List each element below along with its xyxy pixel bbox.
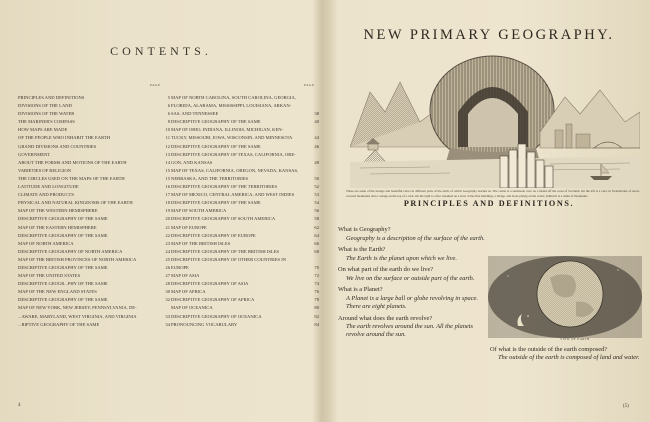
toc-entry-title: LATITUDE AND LONGITUDE [18,184,79,190]
toc-entry [171,126,319,134]
toc-entry-page: 12 [165,143,170,149]
toc-entry-title: SAS, AND TENNESSEE [171,111,219,117]
toc-entry-page: 19 [165,208,170,214]
toc-entry [18,199,170,207]
toc-entry-title: DESCRIPTIVE GEOGRAPHY OF SOUTH AMERICA [171,216,276,222]
toc-entry-page: 74 [314,281,319,287]
toc-entry [171,264,319,272]
toc-entry-page: 52 [314,184,319,190]
toc-entry [18,159,170,167]
toc-entry-page: 64 [314,232,319,238]
question: What is the Earth? [338,246,386,254]
toc-entry-title: MAP OF TEXAS, CALIFORNIA, OREGON, NEVADA, KANSAS, [171,167,299,173]
toc-entry-page: 24 [165,248,170,254]
toc-entry-title: MAP OF NORTH AMERICA [18,240,74,246]
toc-entry-title: MAP OF EUROPE [171,224,207,230]
toc-entry-title: MAP OF NEW YORK, NEW JERSEY, PENNSYLVANIA, DE- [18,305,137,311]
toc-entry-title: GON, AND KANSAS [171,159,213,165]
toc-entry-page: 6 [167,103,170,109]
toc-entry-page: 22 [165,232,170,238]
toc-entry [18,313,170,321]
toc-entry-title: PRINCIPLES AND DEFINITIONS [18,95,85,100]
toc-entry-title: MAP OF SOUTH AMERICA [171,208,227,214]
toc-entry [18,215,170,223]
toc-entry-page: 53 [314,192,319,198]
toc-entry [171,151,319,159]
globe-illustration [488,256,642,338]
question: Of what is the outside of the earth composed? [490,346,608,353]
toc-entry-page: 26 [165,264,170,270]
toc-entry [18,183,170,191]
toc-entry-page: 14 [165,159,170,165]
toc-entry [18,143,170,151]
toc-column-left [18,94,170,329]
toc-entry-title: DESCRIPTIVE GEOGRAPHY OF THE SAME [18,264,108,270]
toc-entry-page: 21 [165,224,170,230]
qa-continuation [490,346,640,363]
toc-entry-page: 44 [314,135,319,141]
toc-entry-title: DESCRIPTIVE GEOGRAPHY OF THE SAME [18,216,108,222]
toc-entry-page: 28 [165,281,170,287]
contents-title: CONTENTS. [110,44,212,58]
toc-entry-page: 5 [167,95,170,100]
toc-entry-title: DESCRIPTIVE GEOGRAPHY OF THE SAME [18,232,108,238]
toc-entry-title: HOW MAPS ARE MADE [18,127,68,133]
toc-entry-title: EUROPE [171,264,189,270]
toc-entry-title: DESCRIPTIVE GEOGRAPHY OF ASIA [171,281,249,287]
toc-entry-title: DESCRIPTIVE GEOGRAPHY OF NORTH AMERICA [18,248,123,254]
toc-entry [18,256,170,264]
toc-entry [171,167,319,175]
toc-entry-title: MAP OF MEXICO, CENTRAL AMERICA, AND WEST INDIES [171,192,295,198]
toc-entry-page: 40 [314,119,319,125]
toc-entry [171,102,319,110]
scenic-engraving [350,52,640,188]
right-page-number: (5) [623,404,629,409]
toc-entry [171,159,319,167]
toc-entry [18,151,170,159]
toc-entry-page: 23 [165,240,170,246]
toc-entry-page: 38 [314,111,319,117]
toc-entry [18,248,170,256]
toc-entry-page: 11 [165,135,170,141]
toc-entry [171,256,319,264]
toc-entry [18,207,170,215]
toc-entry-title: ...RIPTIVE GEOGRAPHY OF THE SAME [18,321,100,327]
toc-entry [171,191,319,199]
answer: We live on the surface or outside part of the earth. [346,274,475,282]
toc-entry [171,183,319,191]
answer: The outside of the earth is composed of land and water. [498,354,640,362]
toc-entry [18,321,170,329]
toc-entry [18,110,170,118]
toc-entry-title: DIVISIONS OF THE WATER [18,111,75,117]
toc-entry-title: GRAND DIVISIONS AND COUNTRIES [18,143,97,149]
toc-entry-page: 13 [165,151,170,157]
toc-entry-title: DESCRIPTIVE GEOGRAPHY OF THE SAME [171,119,261,125]
toc-entry-page: 50 [314,175,319,181]
toc-entry [18,304,170,312]
toc-entry [18,167,170,175]
toc-entry-title: VARIETIES OF RELIGION [18,167,71,173]
qa-column [338,223,486,340]
toc-entry-title: MAP OF AFRICA [171,289,206,295]
toc-entry-title: MAP OF OCEANICA [171,305,213,311]
toc-entry [18,232,170,240]
toc-entry-page: 30 [165,289,170,295]
toc-entry-title: DESCRIPTIVE GEOGRAPHY OF OCEANICA [171,313,262,319]
toc-entry-title: MAP OF OHIO, INDIANA, ILLINOIS, MICHIGAN, KEN- [171,127,284,133]
toc-entry [171,175,319,183]
toc-entry [171,199,319,207]
toc-column-right [171,94,319,329]
toc-entry [18,288,170,296]
toc-entry-page: 62 [314,224,319,230]
toc-entry-title: DIVISIONS OF THE LAND [18,103,72,109]
toc-entry-title: DESCRIPTIVE GEOGRAPHY OF THE BRITISH ISLES [171,248,280,254]
toc-entry-title: DESCRIPTIVE GEOGRAPHY OF THE SAME [18,297,108,303]
toc-entry-page: 78 [314,297,319,303]
book-title: NEW PRIMARY GEOGRAPHY. [363,27,615,43]
right-page [328,0,650,422]
toc-entry-page: 70 [314,264,319,270]
toc-entry-page: 48 [314,159,319,165]
toc-entry-page: 15 [165,167,170,173]
toc-entry-page: 72 [314,273,319,279]
toc-entry [171,224,319,232]
toc-entry [18,224,170,232]
toc-entry-title: ...AWARE, MARYLAND, WEST VIRGINIA, AND VIRGINIA [18,313,137,319]
toc-entry-title: OF THE PEOPLE WHO INHABIT THE EARTH [18,135,111,141]
section-title: PRINCIPLES AND DEFINITIONS. [403,199,575,208]
question: What is Geography? [338,226,391,234]
toc-entry [18,134,170,142]
toc-entry-page: 33 [165,313,170,319]
toc-entry-page: 66 [314,240,319,246]
page-column-header-right: PAGE [304,83,315,87]
toc-entry [18,272,170,280]
left-page-number: 4 [18,403,21,408]
toc-entry-title: ABOUT THE FORMS AND MOTIONS OF THE EARTH [18,159,127,165]
toc-entry [171,215,319,223]
toc-entry-page: 16 [165,184,170,190]
toc-entry [171,143,319,151]
toc-entry [18,240,170,248]
toc-entry [18,264,170,272]
toc-entry-title: DESCRIPTIVE GEOGRAPHY OF THE SAME [171,143,261,149]
toc-entry-page: 56 [314,208,319,214]
toc-entry-page: 32 [165,297,170,303]
toc-entry-title: DESCRIPTIVE GEOGRAPHY OF THE TERRITORIES [171,184,278,190]
question: Around what does the earth revolve? [338,314,433,322]
toc-entry-page: 27 [165,273,170,279]
toc-entry-title: DESCRIPTIVE GEOGRAPHY OF EUROPE [171,232,256,238]
toc-entry-page: 34 [165,321,170,327]
toc-entry-title: FLORIDA, ALABAMA, MISSISSIPPI, LOUISIANA, ARKAN- [171,103,292,109]
toc-entry-title: NEBRASKA, AND THE TERRITORIES [171,175,249,181]
question: What is a Planet? [338,286,383,294]
question: On what part of the earth do we live? [338,266,434,274]
toc-entry-page: 18 [165,200,170,206]
toc-entry [171,321,319,329]
toc-entry-title: THE CIRCLES USED ON THE MAPS OF THE EARTH [18,175,125,181]
toc-entry-title: DESCRIPTIVE GEOGRAPHY OF AFRICA [171,297,255,303]
toc-entry-title: TUCKY, MISSOURI, IOWA, WISCONSIN, AND MINNESOTA [171,135,293,141]
toc-entry [18,126,170,134]
toc-entry-page: 68 [314,248,319,254]
toc-entry [18,102,170,110]
toc-entry [171,248,319,256]
toc-entry-title: DESCRIPTIVE GEOGRAPHY OF OTHER COUNTRIES IN [171,256,287,262]
engraving-caption: These are some of the strange and beautiful views in different parts of the earth, of which Geography teaches us. The center is a sandstone cave on a island off the coast of Scotland. On the left is a view in Switzerland, of snow-covered mountains and a cottage on the top of a rock. On the right is a fire streamed on a river. It has fine buildings, a bridge, and boats plying on the water; behind it is a chain of mountains. [346,189,640,198]
toc-entry [171,207,319,215]
toc-entry-page: 25 [165,256,170,262]
toc-entry [171,94,319,102]
toc-entry [171,288,319,296]
toc-entry [18,280,170,288]
toc-entry-page: 46 [314,143,319,149]
globe-caption: VIEW OF EARTH [560,337,590,341]
toc-entry-page: 20 [165,216,170,222]
toc-entry [171,304,319,312]
toc-entry-title: THE MARINER'S COMPASS [18,119,75,125]
toc-entry-page: 17 [165,192,170,198]
answer: The Earth is the planet upon which we live. [346,254,457,262]
toc-entry-title: MAP OF THE WESTERN HEMISPHERE [18,208,98,214]
toc-entry-title: GOVERNMENT [18,151,51,157]
toc-entry-title: MAP OF THE BRITISH ISLES [171,240,231,246]
toc-entry [18,191,170,199]
toc-entry [171,313,319,321]
toc-entry-page: 6 [167,111,170,117]
page-column-header-left: PAGE [150,83,161,87]
toc-entry [171,296,319,304]
toc-entry-page: 10 [165,127,170,133]
toc-entry [18,296,170,304]
answer: Geography is a description of the surface of the earth. [346,234,485,242]
toc-entry [18,118,170,126]
toc-entry-page: 82 [314,313,319,319]
toc-entry-page: 8 [167,119,170,125]
toc-entry [18,175,170,183]
toc-entry-page: 76 [314,289,319,295]
toc-entry-page: 58 [314,216,319,222]
toc-entry-title: DESCRIPTIVE GEOGRAPHY OF THE SAME [171,200,261,206]
toc-entry-title: MAP OF NORTH CAROLINA, SOUTH CAROLINA, GEORGIA, [171,95,296,100]
toc-entry-title: MAP OF THE UNITED STATES [18,273,81,279]
toc-entry-title: MAP OF THE BRITISH PROVINCES OF NORTH AMERICA [18,256,137,262]
toc-entry-title: MAP OF THE EASTERN HEMISPHERE [18,224,97,230]
toc-entry [18,94,170,102]
left-page [0,0,322,422]
toc-entry [171,110,319,118]
toc-entry-title: PHYSICAL AND NATURAL KINGDOMS OF THE EARTH [18,200,133,206]
toc-entry-title: DESCRIPTIVE GEOGRAPHY OF TEXAS, CALIFORNIA, ORE- [171,151,296,157]
toc-entry-title: CLIMATE AND PRODUCTS [18,192,74,198]
answer: A Planet is a large ball or globe revolving in space. There are eight planets. [346,294,478,310]
toc-entry [171,232,319,240]
toc-entry [171,240,319,248]
toc-entry-page: 80 [314,305,319,311]
toc-entry-title: DESCRIPTIVE GEOGR...PHY OF THE SAME [18,281,108,287]
toc-entry-title: MAP OF THE NEW ENGLAND STATES [18,289,97,295]
toc-entry [171,280,319,288]
toc-entry-page: 15 [165,175,170,181]
toc-entry-title: PRONOUNCING VOCABULARY [171,321,238,327]
toc-entry [171,134,319,142]
toc-entry-page: 84 [314,321,319,327]
answer: The earth revolves around the sun. All the planets revolve around the sun. [346,322,474,339]
toc-entry-title: MAP OF ASIA [171,273,200,279]
toc-entry-page: 54 [314,200,319,206]
toc-entry [171,272,319,280]
toc-entry [171,118,319,126]
